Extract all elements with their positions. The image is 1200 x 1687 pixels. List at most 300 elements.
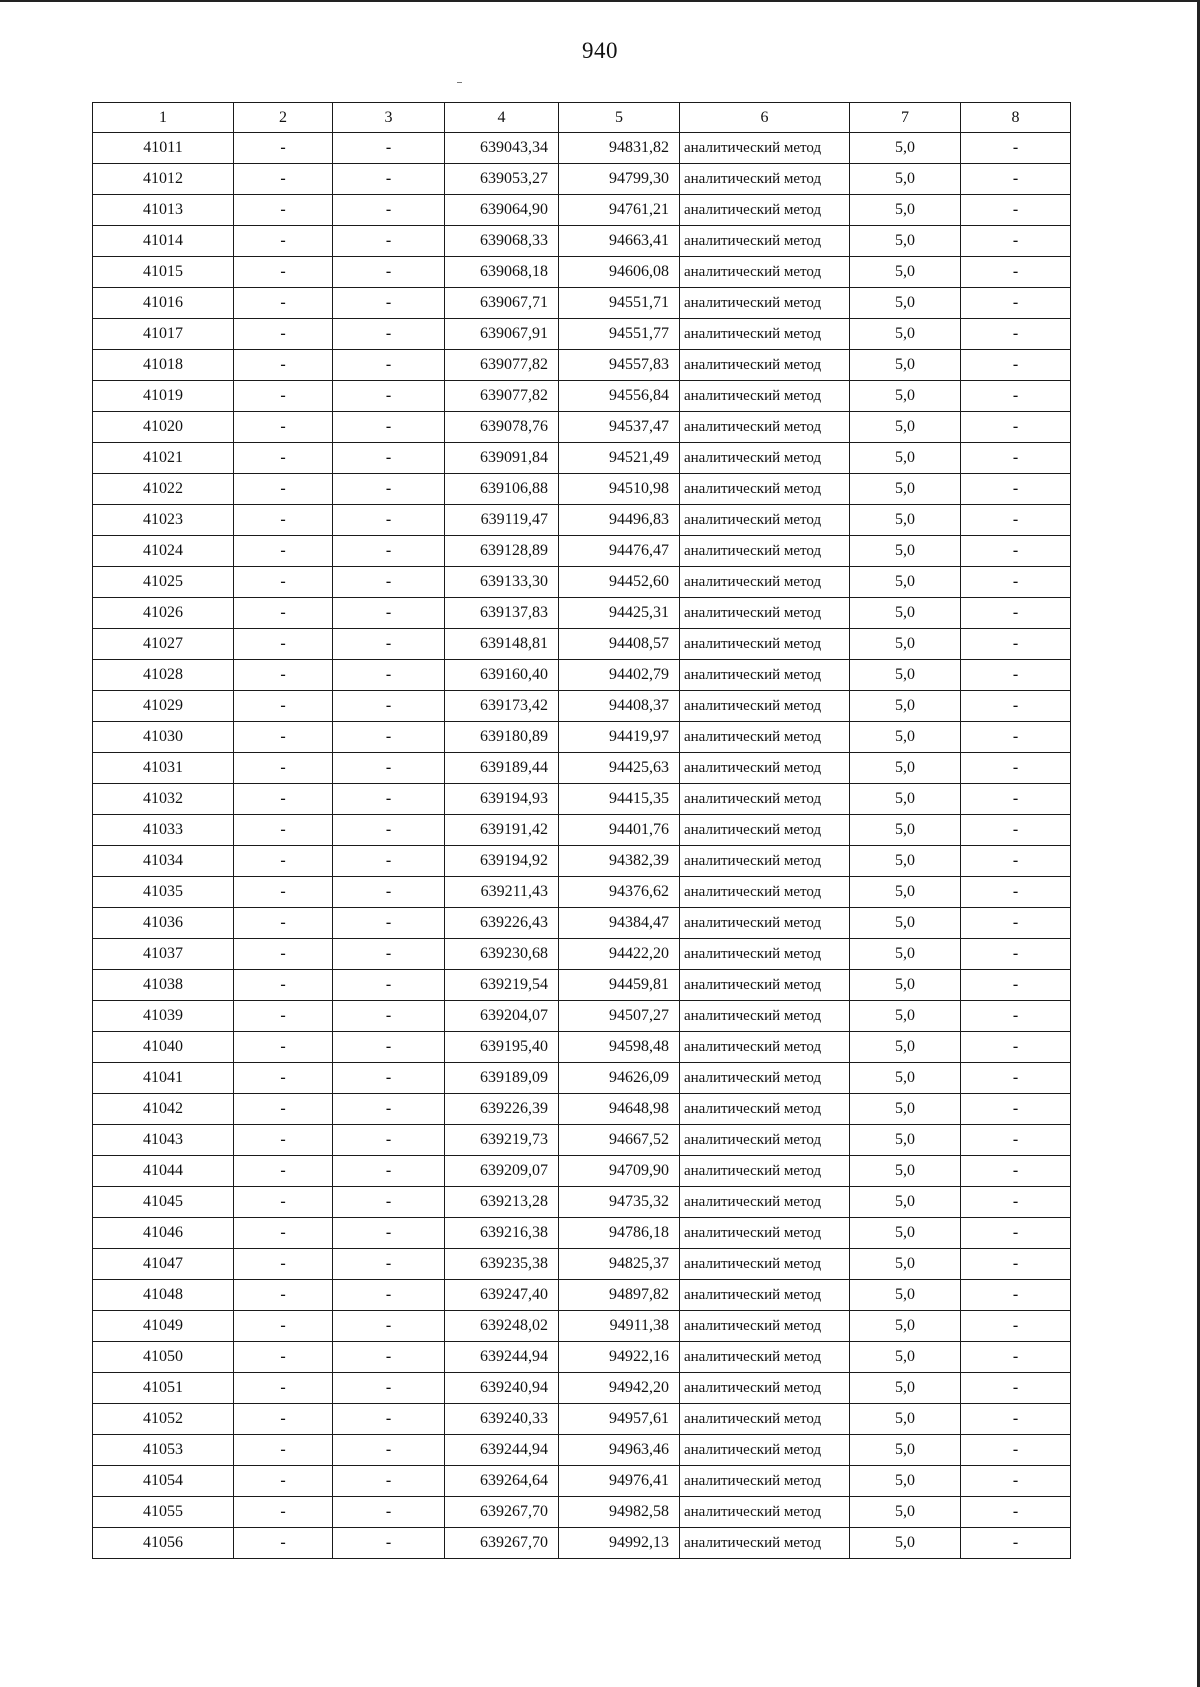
point-number-cell: 41051 [93, 1373, 234, 1404]
col-3-value-cell: - [333, 1125, 445, 1156]
accuracy-cell: 5,0 [850, 319, 961, 350]
table-row [93, 877, 1071, 908]
x-coord-cell: 639137,83 [445, 598, 559, 629]
y-coord-cell: 94825,37 [559, 1249, 680, 1280]
table-row [93, 1497, 1071, 1528]
table-row [93, 629, 1071, 660]
col-2-value-cell: - [234, 691, 333, 722]
table-row [93, 1404, 1071, 1435]
y-coord-cell: 94648,98 [559, 1094, 680, 1125]
accuracy-cell: 5,0 [850, 1125, 961, 1156]
table-row [93, 660, 1071, 691]
method-cell: аналитический метод [680, 1156, 850, 1187]
col-2-value-cell: - [234, 660, 333, 691]
method-cell: аналитический метод [680, 567, 850, 598]
table-row [93, 195, 1071, 226]
method-cell: аналитический метод [680, 753, 850, 784]
col-2-value-cell: - [234, 1032, 333, 1063]
col-8-value-cell: - [961, 1280, 1071, 1311]
x-coord-cell: 639226,39 [445, 1094, 559, 1125]
col-2-value-cell: - [234, 1466, 333, 1497]
x-coord-cell: 639068,33 [445, 226, 559, 257]
table-row [93, 1063, 1071, 1094]
col-8-value-cell: - [961, 133, 1071, 164]
x-coord-cell: 639077,82 [445, 381, 559, 412]
column-header-7: 7 [850, 103, 961, 133]
col-2-value-cell: - [234, 784, 333, 815]
y-coord-cell: 94799,30 [559, 164, 680, 195]
table-row [93, 505, 1071, 536]
col-3-value-cell: - [333, 1280, 445, 1311]
y-coord-cell: 94976,41 [559, 1466, 680, 1497]
point-number-cell: 41046 [93, 1218, 234, 1249]
accuracy-cell: 5,0 [850, 1063, 961, 1094]
accuracy-cell: 5,0 [850, 350, 961, 381]
col-3-value-cell: - [333, 660, 445, 691]
col-3-value-cell: - [333, 1187, 445, 1218]
x-coord-cell: 639211,43 [445, 877, 559, 908]
col-8-value-cell: - [961, 846, 1071, 877]
method-cell: аналитический метод [680, 1466, 850, 1497]
header-row [93, 103, 1071, 133]
col-8-value-cell: - [961, 1249, 1071, 1280]
table-row [93, 1249, 1071, 1280]
col-3-value-cell: - [333, 877, 445, 908]
method-cell: аналитический метод [680, 1094, 850, 1125]
point-number-cell: 41031 [93, 753, 234, 784]
col-3-value-cell: - [333, 1528, 445, 1559]
accuracy-cell: 5,0 [850, 970, 961, 1001]
table-row [93, 1032, 1071, 1063]
accuracy-cell: 5,0 [850, 1156, 961, 1187]
method-cell: аналитический метод [680, 1280, 850, 1311]
y-coord-cell: 94551,77 [559, 319, 680, 350]
accuracy-cell: 5,0 [850, 195, 961, 226]
y-coord-cell: 94897,82 [559, 1280, 680, 1311]
accuracy-cell: 5,0 [850, 784, 961, 815]
col-8-value-cell: - [961, 1218, 1071, 1249]
accuracy-cell: 5,0 [850, 443, 961, 474]
x-coord-cell: 639247,40 [445, 1280, 559, 1311]
accuracy-cell: 5,0 [850, 1311, 961, 1342]
method-cell: аналитический метод [680, 257, 850, 288]
column-header-2: 2 [234, 103, 333, 133]
col-2-value-cell: - [234, 226, 333, 257]
col-3-value-cell: - [333, 1001, 445, 1032]
coordinates-table [92, 102, 1071, 1559]
y-coord-cell: 94761,21 [559, 195, 680, 226]
point-number-cell: 41029 [93, 691, 234, 722]
point-number-cell: 41024 [93, 536, 234, 567]
col-8-value-cell: - [961, 908, 1071, 939]
column-header-1: 1 [93, 103, 234, 133]
table-row [93, 164, 1071, 195]
y-coord-cell: 94992,13 [559, 1528, 680, 1559]
method-cell: аналитический метод [680, 1404, 850, 1435]
y-coord-cell: 94402,79 [559, 660, 680, 691]
col-2-value-cell: - [234, 1311, 333, 1342]
y-coord-cell: 94537,47 [559, 412, 680, 443]
col-3-value-cell: - [333, 846, 445, 877]
y-coord-cell: 94556,84 [559, 381, 680, 412]
table-row [93, 1466, 1071, 1497]
col-2-value-cell: - [234, 1342, 333, 1373]
accuracy-cell: 5,0 [850, 753, 961, 784]
col-8-value-cell: - [961, 784, 1071, 815]
method-cell: аналитический метод [680, 691, 850, 722]
table-row [93, 1218, 1071, 1249]
col-2-value-cell: - [234, 753, 333, 784]
x-coord-cell: 639128,89 [445, 536, 559, 567]
col-8-value-cell: - [961, 1435, 1071, 1466]
col-8-value-cell: - [961, 1466, 1071, 1497]
table-body [93, 133, 1071, 1559]
col-2-value-cell: - [234, 412, 333, 443]
accuracy-cell: 5,0 [850, 660, 961, 691]
table-row [93, 1156, 1071, 1187]
col-2-value-cell: - [234, 939, 333, 970]
accuracy-cell: 5,0 [850, 257, 961, 288]
accuracy-cell: 5,0 [850, 1280, 961, 1311]
col-3-value-cell: - [333, 815, 445, 846]
point-number-cell: 41011 [93, 133, 234, 164]
col-8-value-cell: - [961, 1156, 1071, 1187]
col-8-value-cell: - [961, 1125, 1071, 1156]
x-coord-cell: 639106,88 [445, 474, 559, 505]
col-3-value-cell: - [333, 412, 445, 443]
accuracy-cell: 5,0 [850, 226, 961, 257]
x-coord-cell: 639148,81 [445, 629, 559, 660]
col-2-value-cell: - [234, 288, 333, 319]
table-row [93, 443, 1071, 474]
col-2-value-cell: - [234, 908, 333, 939]
y-coord-cell: 94982,58 [559, 1497, 680, 1528]
col-3-value-cell: - [333, 753, 445, 784]
point-number-cell: 41040 [93, 1032, 234, 1063]
col-8-value-cell: - [961, 1001, 1071, 1032]
accuracy-cell: 5,0 [850, 381, 961, 412]
y-coord-cell: 94384,47 [559, 908, 680, 939]
col-8-value-cell: - [961, 877, 1071, 908]
col-3-value-cell: - [333, 288, 445, 319]
col-3-value-cell: - [333, 784, 445, 815]
table-row [93, 1001, 1071, 1032]
point-number-cell: 41039 [93, 1001, 234, 1032]
method-cell: аналитический метод [680, 784, 850, 815]
col-3-value-cell: - [333, 722, 445, 753]
point-number-cell: 41052 [93, 1404, 234, 1435]
y-coord-cell: 94496,83 [559, 505, 680, 536]
y-coord-cell: 94401,76 [559, 815, 680, 846]
method-cell: аналитический метод [680, 1187, 850, 1218]
accuracy-cell: 5,0 [850, 133, 961, 164]
col-8-value-cell: - [961, 753, 1071, 784]
table-row [93, 350, 1071, 381]
table-row [93, 1528, 1071, 1559]
accuracy-cell: 5,0 [850, 412, 961, 443]
col-8-value-cell: - [961, 970, 1071, 1001]
col-2-value-cell: - [234, 722, 333, 753]
method-cell: аналитический метод [680, 1063, 850, 1094]
accuracy-cell: 5,0 [850, 815, 961, 846]
col-3-value-cell: - [333, 226, 445, 257]
point-number-cell: 41020 [93, 412, 234, 443]
x-coord-cell: 639213,28 [445, 1187, 559, 1218]
x-coord-cell: 639216,38 [445, 1218, 559, 1249]
col-8-value-cell: - [961, 722, 1071, 753]
table-row [93, 412, 1071, 443]
table-row [93, 939, 1071, 970]
col-8-value-cell: - [961, 598, 1071, 629]
y-coord-cell: 94459,81 [559, 970, 680, 1001]
col-8-value-cell: - [961, 629, 1071, 660]
table-row [93, 288, 1071, 319]
accuracy-cell: 5,0 [850, 846, 961, 877]
col-8-value-cell: - [961, 1032, 1071, 1063]
point-number-cell: 41044 [93, 1156, 234, 1187]
method-cell: аналитический метод [680, 288, 850, 319]
y-coord-cell: 94557,83 [559, 350, 680, 381]
accuracy-cell: 5,0 [850, 598, 961, 629]
point-number-cell: 41030 [93, 722, 234, 753]
point-number-cell: 41033 [93, 815, 234, 846]
accuracy-cell: 5,0 [850, 1187, 961, 1218]
column-header-3: 3 [333, 103, 445, 133]
col-8-value-cell: - [961, 505, 1071, 536]
method-cell: аналитический метод [680, 1528, 850, 1559]
y-coord-cell: 94663,41 [559, 226, 680, 257]
accuracy-cell: 5,0 [850, 1094, 961, 1125]
table-row [93, 970, 1071, 1001]
x-coord-cell: 639230,68 [445, 939, 559, 970]
col-2-value-cell: - [234, 1063, 333, 1094]
y-coord-cell: 94452,60 [559, 567, 680, 598]
method-cell: аналитический метод [680, 1249, 850, 1280]
x-coord-cell: 639244,94 [445, 1435, 559, 1466]
x-coord-cell: 639244,94 [445, 1342, 559, 1373]
col-3-value-cell: - [333, 1063, 445, 1094]
x-coord-cell: 639160,40 [445, 660, 559, 691]
method-cell: аналитический метод [680, 939, 850, 970]
col-8-value-cell: - [961, 412, 1071, 443]
x-coord-cell: 639191,42 [445, 815, 559, 846]
col-3-value-cell: - [333, 1249, 445, 1280]
col-3-value-cell: - [333, 1373, 445, 1404]
accuracy-cell: 5,0 [850, 1001, 961, 1032]
point-number-cell: 41042 [93, 1094, 234, 1125]
page-number: 940 [582, 38, 618, 63]
table-row [93, 1125, 1071, 1156]
x-coord-cell: 639053,27 [445, 164, 559, 195]
y-coord-cell: 94425,63 [559, 753, 680, 784]
y-coord-cell: 94922,16 [559, 1342, 680, 1373]
point-number-cell: 41012 [93, 164, 234, 195]
accuracy-cell: 5,0 [850, 1404, 961, 1435]
accuracy-cell: 5,0 [850, 505, 961, 536]
method-cell: аналитический метод [680, 319, 850, 350]
x-coord-cell: 639204,07 [445, 1001, 559, 1032]
column-header-8: 8 [961, 103, 1071, 133]
col-2-value-cell: - [234, 1249, 333, 1280]
method-cell: аналитический метод [680, 474, 850, 505]
accuracy-cell: 5,0 [850, 1249, 961, 1280]
x-coord-cell: 639077,82 [445, 350, 559, 381]
col-2-value-cell: - [234, 536, 333, 567]
point-number-cell: 41055 [93, 1497, 234, 1528]
point-number-cell: 41037 [93, 939, 234, 970]
method-cell: аналитический метод [680, 164, 850, 195]
method-cell: аналитический метод [680, 381, 850, 412]
table-row [93, 1280, 1071, 1311]
accuracy-cell: 5,0 [850, 1218, 961, 1249]
point-number-cell: 41013 [93, 195, 234, 226]
table-row [93, 1094, 1071, 1125]
col-8-value-cell: - [961, 319, 1071, 350]
point-number-cell: 41025 [93, 567, 234, 598]
col-2-value-cell: - [234, 1280, 333, 1311]
col-2-value-cell: - [234, 567, 333, 598]
col-2-value-cell: - [234, 846, 333, 877]
col-2-value-cell: - [234, 1001, 333, 1032]
method-cell: аналитический метод [680, 908, 850, 939]
y-coord-cell: 94415,35 [559, 784, 680, 815]
col-2-value-cell: - [234, 1404, 333, 1435]
accuracy-cell: 5,0 [850, 1528, 961, 1559]
x-coord-cell: 639235,38 [445, 1249, 559, 1280]
x-coord-cell: 639219,54 [445, 970, 559, 1001]
x-coord-cell: 639219,73 [445, 1125, 559, 1156]
col-3-value-cell: - [333, 1404, 445, 1435]
col-3-value-cell: - [333, 257, 445, 288]
table-row [93, 691, 1071, 722]
col-8-value-cell: - [961, 1404, 1071, 1435]
method-cell: аналитический метод [680, 1311, 850, 1342]
method-cell: аналитический метод [680, 1218, 850, 1249]
accuracy-cell: 5,0 [850, 722, 961, 753]
x-coord-cell: 639119,47 [445, 505, 559, 536]
col-2-value-cell: - [234, 1435, 333, 1466]
col-3-value-cell: - [333, 691, 445, 722]
col-3-value-cell: - [333, 381, 445, 412]
method-cell: аналитический метод [680, 877, 850, 908]
method-cell: аналитический метод [680, 722, 850, 753]
col-3-value-cell: - [333, 164, 445, 195]
method-cell: аналитический метод [680, 1125, 850, 1156]
col-2-value-cell: - [234, 164, 333, 195]
x-coord-cell: 639248,02 [445, 1311, 559, 1342]
col-8-value-cell: - [961, 567, 1071, 598]
col-2-value-cell: - [234, 1218, 333, 1249]
col-3-value-cell: - [333, 474, 445, 505]
accuracy-cell: 5,0 [850, 1032, 961, 1063]
x-coord-cell: 639264,64 [445, 1466, 559, 1497]
col-2-value-cell: - [234, 1156, 333, 1187]
table-row [93, 257, 1071, 288]
col-3-value-cell: - [333, 970, 445, 1001]
x-coord-cell: 639043,34 [445, 133, 559, 164]
point-number-cell: 41034 [93, 846, 234, 877]
accuracy-cell: 5,0 [850, 629, 961, 660]
table-row [93, 319, 1071, 350]
method-cell: аналитический метод [680, 1001, 850, 1032]
y-coord-cell: 94408,57 [559, 629, 680, 660]
y-coord-cell: 94957,61 [559, 1404, 680, 1435]
col-8-value-cell: - [961, 164, 1071, 195]
accuracy-cell: 5,0 [850, 1497, 961, 1528]
accuracy-cell: 5,0 [850, 164, 961, 195]
point-number-cell: 41017 [93, 319, 234, 350]
y-coord-cell: 94507,27 [559, 1001, 680, 1032]
method-cell: аналитический метод [680, 1435, 850, 1466]
col-3-value-cell: - [333, 567, 445, 598]
method-cell: аналитический метод [680, 226, 850, 257]
y-coord-cell: 94667,52 [559, 1125, 680, 1156]
col-8-value-cell: - [961, 1497, 1071, 1528]
accuracy-cell: 5,0 [850, 1342, 961, 1373]
col-3-value-cell: - [333, 536, 445, 567]
x-coord-cell: 639267,70 [445, 1528, 559, 1559]
col-3-value-cell: - [333, 319, 445, 350]
accuracy-cell: 5,0 [850, 1466, 961, 1497]
col-8-value-cell: - [961, 288, 1071, 319]
method-cell: аналитический метод [680, 1497, 850, 1528]
col-8-value-cell: - [961, 815, 1071, 846]
x-coord-cell: 639064,90 [445, 195, 559, 226]
table-row [93, 474, 1071, 505]
method-cell: аналитический метод [680, 970, 850, 1001]
column-header-4: 4 [445, 103, 559, 133]
col-8-value-cell: - [961, 1528, 1071, 1559]
x-coord-cell: 639078,76 [445, 412, 559, 443]
col-8-value-cell: - [961, 691, 1071, 722]
y-coord-cell: 94376,62 [559, 877, 680, 908]
accuracy-cell: 5,0 [850, 474, 961, 505]
y-coord-cell: 94598,48 [559, 1032, 680, 1063]
table-row [93, 567, 1071, 598]
col-2-value-cell: - [234, 195, 333, 226]
scan-artifact [457, 82, 462, 83]
y-coord-cell: 94425,31 [559, 598, 680, 629]
table-row [93, 381, 1071, 412]
method-cell: аналитический метод [680, 350, 850, 381]
y-coord-cell: 94786,18 [559, 1218, 680, 1249]
point-number-cell: 41026 [93, 598, 234, 629]
method-cell: аналитический метод [680, 598, 850, 629]
col-8-value-cell: - [961, 536, 1071, 567]
col-8-value-cell: - [961, 1373, 1071, 1404]
accuracy-cell: 5,0 [850, 288, 961, 319]
col-2-value-cell: - [234, 443, 333, 474]
x-coord-cell: 639189,44 [445, 753, 559, 784]
table-header [93, 103, 1071, 133]
table-row [93, 1373, 1071, 1404]
col-8-value-cell: - [961, 1342, 1071, 1373]
col-2-value-cell: - [234, 319, 333, 350]
col-3-value-cell: - [333, 1466, 445, 1497]
table-row [93, 815, 1071, 846]
point-number-cell: 41038 [93, 970, 234, 1001]
table-row [93, 226, 1071, 257]
accuracy-cell: 5,0 [850, 536, 961, 567]
x-coord-cell: 639226,43 [445, 908, 559, 939]
table-row [93, 536, 1071, 567]
y-coord-cell: 94626,09 [559, 1063, 680, 1094]
col-8-value-cell: - [961, 1063, 1071, 1094]
column-header-5: 5 [559, 103, 680, 133]
col-2-value-cell: - [234, 970, 333, 1001]
col-2-value-cell: - [234, 133, 333, 164]
col-8-value-cell: - [961, 474, 1071, 505]
